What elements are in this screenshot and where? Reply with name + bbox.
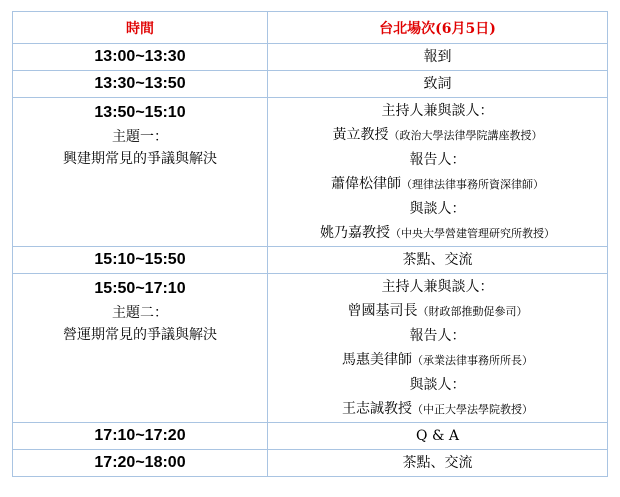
panel xyxy=(268,397,607,422)
row-detail xyxy=(268,274,608,423)
row-time: 17:20~18:00 xyxy=(13,450,268,477)
row-detail: Q & A xyxy=(268,423,608,450)
host-name: 曾國基司長 xyxy=(347,303,418,319)
header-time: 時間 xyxy=(13,12,268,44)
header-venue: 台北場次(6月5日) xyxy=(268,12,608,44)
table-row xyxy=(13,247,608,274)
reporter-name: 馬惠美律師 xyxy=(342,352,412,368)
host-name: 黃立教授 xyxy=(332,127,389,143)
header-row xyxy=(13,12,608,44)
panel-note: （中央大學營建管理研究所教授） xyxy=(390,227,555,240)
host-label: 主持人兼與談人： xyxy=(381,103,494,119)
table-row xyxy=(13,71,608,98)
reporter-note: （理律法律事務所資深律師） xyxy=(401,178,544,191)
reporter-name: 蕭偉松律師 xyxy=(331,176,401,192)
topic-label: 主題二： xyxy=(112,305,168,321)
host xyxy=(268,123,607,148)
reporter xyxy=(268,172,607,197)
table-row xyxy=(13,44,608,71)
host xyxy=(268,299,607,324)
table-row xyxy=(13,423,608,450)
table-row xyxy=(13,450,608,477)
reporter-label: 報告人： xyxy=(409,328,466,344)
table-row-session-2 xyxy=(13,274,608,423)
panel xyxy=(268,221,607,246)
table-row-session-1 xyxy=(13,98,608,247)
panel-label: 與談人： xyxy=(409,377,466,393)
host-label: 主持人兼與談人： xyxy=(381,279,494,295)
topic-title: 營運期常見的爭議與解決 xyxy=(63,327,217,343)
panel-name: 姚乃嘉教授 xyxy=(320,225,390,241)
topic-label: 主題一： xyxy=(112,129,168,145)
reporter-note: （承業法律事務所所長） xyxy=(412,354,533,367)
row-time: 13:30~13:50 xyxy=(13,71,268,98)
topic-title: 興建期常見的爭議與解決 xyxy=(63,151,217,167)
host-note: （財政部推動促參司） xyxy=(417,305,528,318)
row-detail xyxy=(268,98,608,247)
reporter xyxy=(268,348,607,373)
row-detail: 致詞 xyxy=(268,71,608,98)
row-time: 13:00~13:30 xyxy=(13,44,268,71)
host-note: （政治大學法律學院講座教授） xyxy=(388,129,543,142)
panel-name: 王志誠教授 xyxy=(342,401,412,417)
row-detail: 報到 xyxy=(268,44,608,71)
row-time: 17:10~17:20 xyxy=(13,423,268,450)
row-time: 15:50~17:10 主題二： 營運期常見的爭議與解決 xyxy=(13,274,268,423)
row-detail: 茶點、交流 xyxy=(268,247,608,274)
panel-note: （中正大學法學院教授） xyxy=(412,403,533,416)
agenda-table xyxy=(12,11,608,477)
panel-label: 與談人： xyxy=(409,201,466,217)
row-detail: 茶點、交流 xyxy=(268,450,608,477)
reporter-label: 報告人： xyxy=(409,152,466,168)
row-time: 13:50~15:10 主題一： 興建期常見的爭議與解決 xyxy=(13,98,268,247)
row-time: 15:10~15:50 xyxy=(13,247,268,274)
